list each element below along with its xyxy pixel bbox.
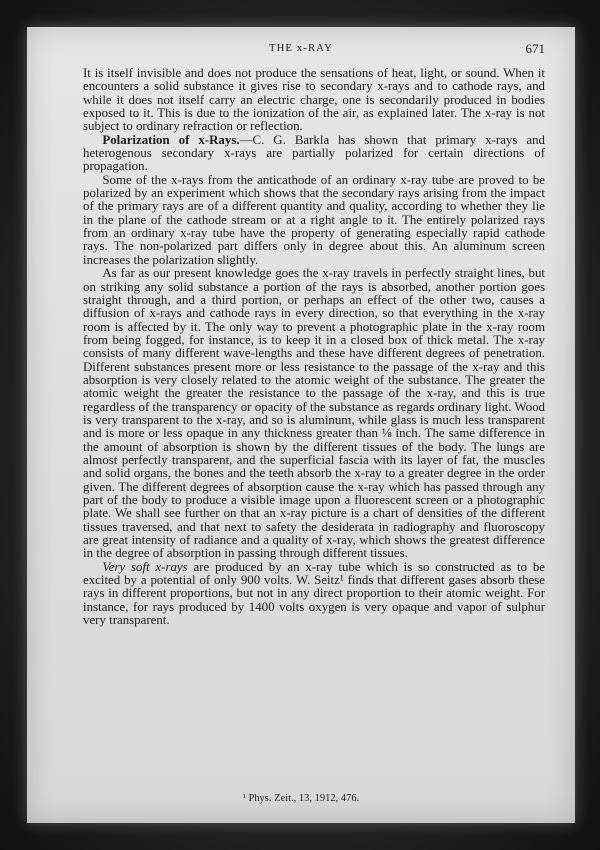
running-title: THE x-RAY (269, 43, 333, 54)
running-head (27, 41, 575, 57)
paragraph-text: are produced by an x-ray tube which is so constructed as to be excited by a potential of only 900 volts. W. Seitz¹ finds that different gases absorb these rays in different proportions, but not in any direct proportion to their atomic weight. For instance, for rays produced by 1400 volts oxygen is very opaque and vapor of sulphur very transparent. (83, 559, 545, 628)
paragraph-polarization (83, 134, 545, 174)
italic-lead: Very soft x-rays (102, 559, 188, 574)
paragraph-text: —C. G. Barkla has shown that primary x-rays and heterogenous secondary x-rays are partially polarized for certain directions of propagation. (83, 132, 545, 174)
page-body (83, 67, 545, 627)
book-page (27, 27, 575, 823)
paragraph-4: As far as our present knowledge goes the x-ray travels in perfectly straight lines, but on striking any solid substance a portion of the rays is absorbed, another portion goes straight through, and a third portion, or perhaps an effect of the other two, causes a diffusion of x-rays and cathode rays in every direction, so that everything in the x-ray room is affected by it. The only way to prevent a photographic plate in the x-ray room from being fogged, for instance, is to keep it in a closed box of thick metal. The x-ray consists of many different wave-lengths and these have different degrees of penetration. Different substances present more or less resistance to the passage of the x-ray and this absorption is very closely related to the atomic weight of the substance. The greater the atomic weight the greater the resistance to the passage of the x-ray, and this is true regardless of the transparency or opacity of the substance as regards ordinary light. Wood is very transparent to the x-ray, and so is aluminum, while glass is much less transparent and is more or less opaque in any thickness greater than ⅛ inch. The same difference in the amount of absorption is shown by the different tissues of the body. The lungs are almost perfectly transparent, and the superficial fascia with its layer of fat, the muscles and solid organs, the bones and the teeth absorb the x-ray to a greater degree in the order given. The different degrees of absorption cause the x-ray which has passed through any part of the body to produce a visible image upon a fluorescent screen or a photographic plate. We shall see further on that an x-ray picture is a chart of densities of the different tissues traversed, and that next to safety the desiderata in radiography and fluoroscopy are great intensity of radiance and a quality of x-ray, which shows the greatest difference in the degree of absorption in passing through different tissues. (83, 266, 545, 561)
footnote: ¹ Phys. Zeit., 13, 1912, 476. (242, 793, 360, 804)
page-number: 671 (525, 41, 545, 56)
section-heading: Polarization of x-Rays. (102, 132, 240, 147)
paragraph-1: It is itself invisible and does not produce the sensations of heat, light, or sound. When it encounters a solid substance it gives rise to secondary x-rays and to cathode rays, and while it does not itself carry an electric charge, one is secondarily produced in bodies exposed to it. This is due to the ionization of the air, as explained later. The x-ray is not subject to ordinary refraction or reflection. (83, 66, 545, 134)
paragraph-soft-rays (83, 561, 545, 628)
paragraph-3: Some of the x-rays from the anticathode of an ordinary x-ray tube are proved to be polarized by an experiment which shows that the secondary rays arising from the impact of the primary rays are of a different quantity and quality, according to whether they lie in the plane of the cathode stream or at a right angle to it. The entirely polarized rays from an ordinary x-ray tube have the property of generating especially rapid cathode rays. The non-polarized part differs only in degree about this. An aluminum screen increases the polarization slightly. (83, 172, 545, 267)
